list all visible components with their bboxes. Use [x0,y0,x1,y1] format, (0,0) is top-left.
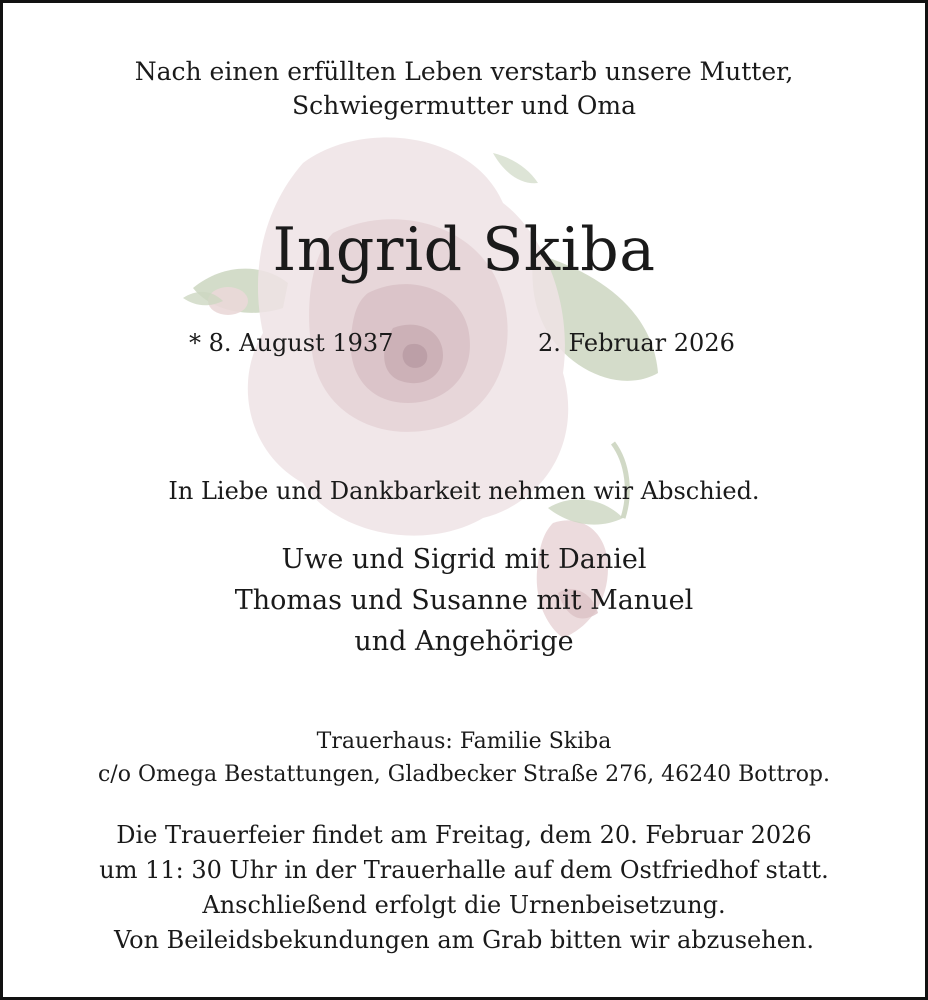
address-line-2: c/o Omega Bestattungen, Gladbecker Straße 276, 46240 Bottrop. [97,762,831,787]
farewell-text: In Liebe und Dankbarkeit nehmen wir Abschied. [168,477,760,505]
death-date: 2. Februar 2026 [538,329,735,357]
family-line-2: Thomas und Susanne mit Manuel [234,585,694,616]
service-line-4: Von Beileidsbekundungen am Grab bitten wir abzusehen. [114,926,814,954]
deceased-name: Ingrid Skiba [272,215,656,285]
intro-line-1: Nach einen erfüllten Leben verstarb unsere Mutter, [134,57,794,86]
birth-date: * 8. August 1937 [189,329,394,357]
service-line-1: Die Trauerfeier findet am Freitag, dem 20. Februar 2026 [116,821,812,849]
service-line-3: Anschließend erfolgt die Urnenbeisetzung. [202,891,726,919]
service-line-2: um 11: 30 Uhr in der Trauerhalle auf dem Ostfriedhof statt. [99,856,829,884]
family-line-3: und Angehörige [354,626,574,657]
intro-line-2: Schwiegermutter und Oma [291,91,637,120]
family-line-1: Uwe und Sigrid mit Daniel [281,544,647,575]
address-line-1: Trauerhaus: Familie Skiba [316,729,612,754]
